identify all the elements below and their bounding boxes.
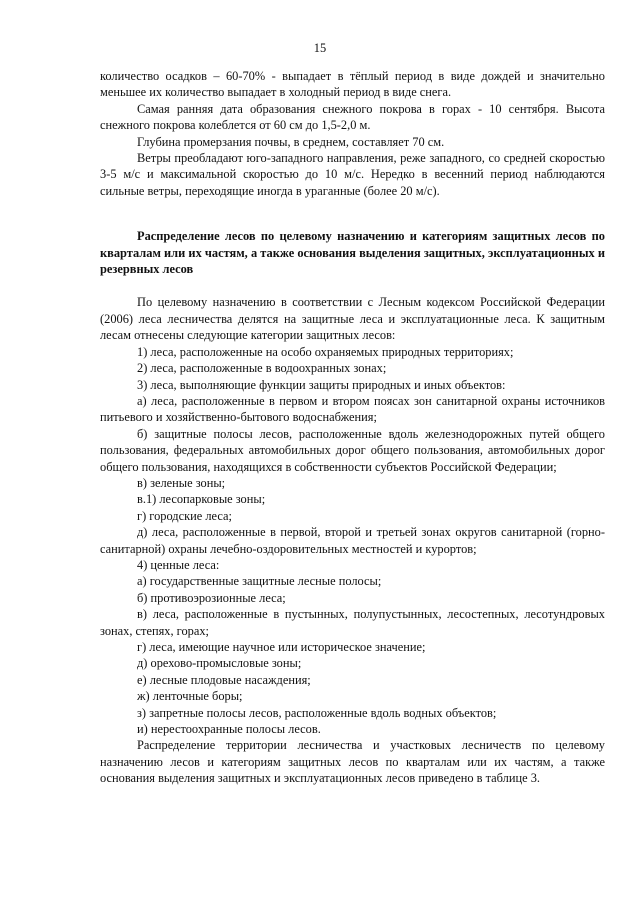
list-item: 4) ценные леса: — [137, 557, 220, 572]
list-item: б) защитные полосы лесов, расположенные вдоль железнодорожных путей общего пользования, федеральных автомобильных дорог общего пользования, автомобильных дорог общего пользования, находящихся в собственности субъектов Российской Федерации; — [100, 426, 605, 474]
paragraph: Самая ранняя дата образования снежного покрова в горах - 10 сентября. Высота снежного покрова колеблется от 60 см до 1,5-2,0 м. — [100, 101, 605, 133]
page-number: 15 — [313, 41, 327, 55]
paragraph: количество осадков – 60-70% - выпадает в тёплый период в виде дождей и значительно меньшее их количество выпадает в холодный период в виде снега. — [100, 69, 605, 100]
list-item: б) противоэрозионные леса; — [137, 590, 286, 605]
spacer — [100, 277, 605, 294]
list-item: 3) леса, выполняющие функции защиты природных и иных объектов: — [137, 377, 506, 392]
list-item: 1) леса, расположенные на особо охраняемых природных территориях; — [137, 344, 514, 359]
list-item: в.1) лесопарковые зоны; — [137, 492, 266, 507]
document-body — [100, 68, 605, 787]
list-item: е) лесные плодовые насаждения; — [137, 672, 311, 687]
list-item: з) запретные полосы лесов, расположенные вдоль водных объектов; — [137, 705, 497, 720]
list-item: д) орехово-промысловые зоны; — [137, 656, 302, 671]
list-item: в) зеленые зоны; — [137, 475, 226, 490]
paragraph: Глубина промерзания почвы, в среднем, составляет 70 см. — [137, 134, 445, 149]
paragraph: Ветры преобладают юго-западного направления, реже западного, со средней скоростью 3-5 м/с и максимальной скоростью до 10 м/с. Нередко в весенний период наблюдаются сильные ветры, переходящие иногда в ураганные (более 20 м/с). — [100, 151, 605, 198]
list-item: ж) ленточные боры; — [137, 689, 243, 704]
paragraph: По целевому назначению в соответствии с Лесным кодексом Российской Федерации (2006) леса лесничества делятся на защитные леса и эксплуатационные леса. К защитным лесам отнесены следующие категории защитных лесов: — [100, 295, 605, 343]
list-item: и) нерестоохранные полосы лесов. — [137, 722, 321, 737]
list-item: 2) леса, расположенные в водоохранных зонах; — [137, 361, 387, 376]
list-item: а) леса, расположенные в первом и втором поясах зон санитарной охраны источников питьевого и хозяйственно-бытового водоснабжения; — [100, 393, 605, 425]
section-heading: Распределение лесов по целевому назначению и категориям защитных лесов по кварталам или их частям, а также основания выделения защитных, эксплуатационных и резервных лесов — [100, 229, 605, 277]
list-item: в) леса, расположенные в пустынных, полупустынных, лесостепных, лесотундровых зонах, степях, горах; — [100, 607, 605, 638]
list-item: г) городские леса; — [137, 508, 232, 523]
paragraph: Распределение территории лесничества и участковых лесничеств по целевому назначению лесов и категориям защитных лесов по кварталам или их частям, а также основания выделения защитных и эксплуатационных лесов приведено в таблице 3. — [100, 738, 605, 786]
list-item: д) леса, расположенные в первой, второй и третьей зонах округов санитарной (горно-санитарной) охраны лечебно-оздоровительных местностей и курортов; — [100, 525, 605, 556]
list-item: а) государственные защитные лесные полосы; — [137, 574, 382, 589]
list-item: г) леса, имеющие научное или историческое значение; — [137, 640, 426, 654]
